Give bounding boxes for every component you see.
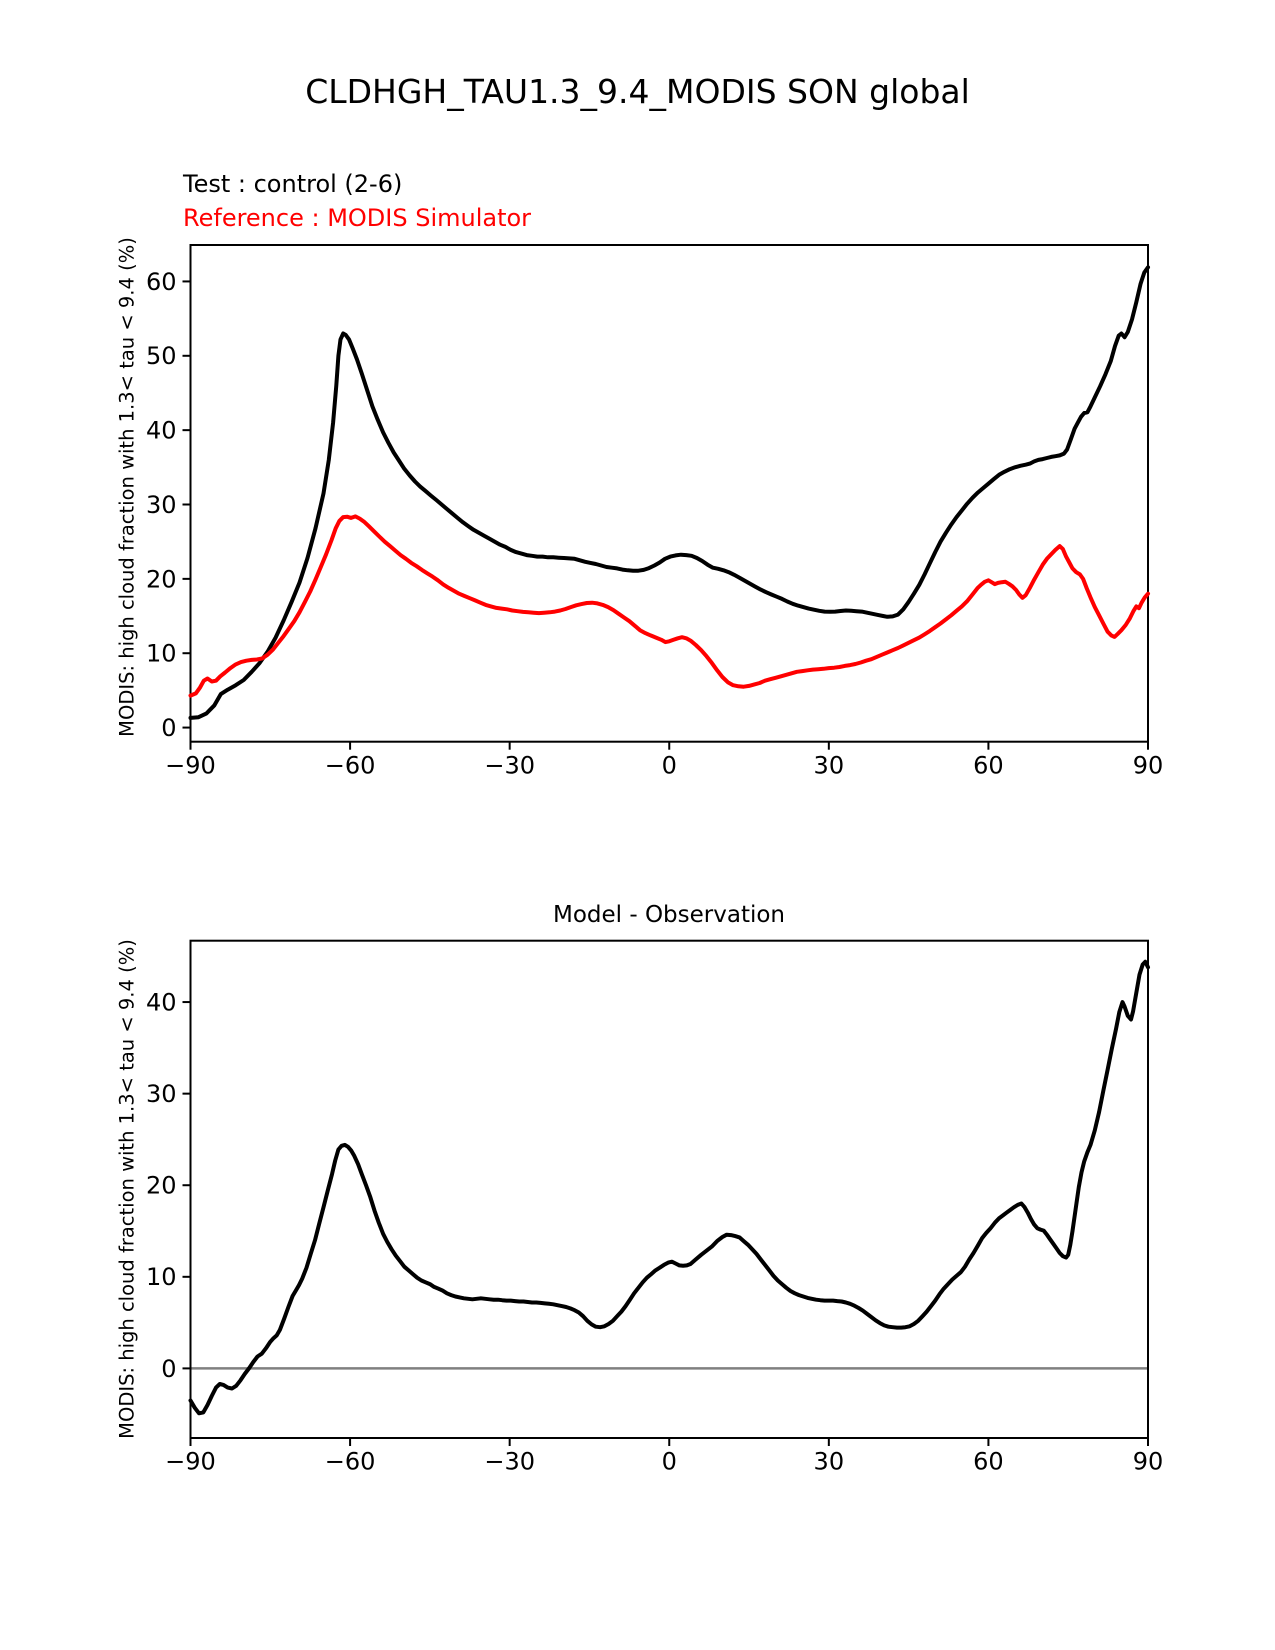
legend-reference-label: Reference : MODIS Simulator <box>183 204 532 232</box>
x-tick-label: 0 <box>661 751 677 780</box>
x-tick-label: 90 <box>1132 1447 1164 1476</box>
x-tick-label: −90 <box>165 1447 216 1476</box>
reference-series-line <box>191 516 1149 695</box>
page-title: CLDHGH_TAU1.3_9.4_MODIS SON global <box>305 72 970 111</box>
y-tick-label: 20 <box>145 565 177 594</box>
y-tick-label: 50 <box>145 342 177 371</box>
x-tick-label: −60 <box>324 751 376 780</box>
bottom-y-axis-label: MODIS: high cloud fraction with 1.3< tau < 9.4 (%) <box>115 939 139 1439</box>
legend-test-label: Test : control (2-6) <box>183 170 403 198</box>
legend <box>183 167 531 235</box>
y-tick-label: 40 <box>145 416 177 445</box>
y-tick-label: 30 <box>145 1080 177 1109</box>
x-tick-label: −60 <box>324 1447 376 1476</box>
x-tick-label: 90 <box>1132 751 1164 780</box>
y-tick-label: 0 <box>161 1354 177 1383</box>
axes-frame <box>191 245 1149 742</box>
y-tick-label: 10 <box>145 639 177 668</box>
subplot-title: Model - Observation <box>552 902 786 928</box>
x-tick-label: 60 <box>973 1447 1004 1476</box>
y-tick-label: 10 <box>145 1263 177 1292</box>
x-tick-label: 60 <box>973 751 1004 780</box>
x-tick-label: 30 <box>813 751 845 780</box>
x-tick-label: −90 <box>165 751 216 780</box>
x-tick-label: 30 <box>813 1447 845 1476</box>
y-tick-label: 60 <box>145 267 177 296</box>
y-tick-label: 0 <box>161 713 177 742</box>
axes-frame <box>191 941 1149 1438</box>
top-y-axis-label: MODIS: high cloud fraction with 1.3< tau < 9.4 (%) <box>115 237 139 737</box>
test-series-line <box>191 267 1149 718</box>
y-tick-label: 30 <box>145 490 177 519</box>
y-tick-label: 40 <box>145 988 177 1017</box>
x-tick-label: 0 <box>661 1447 677 1476</box>
difference-series-line <box>191 962 1149 1414</box>
x-tick-label: −30 <box>484 1447 535 1476</box>
y-tick-label: 20 <box>145 1171 177 1200</box>
x-tick-label: −30 <box>484 751 535 780</box>
